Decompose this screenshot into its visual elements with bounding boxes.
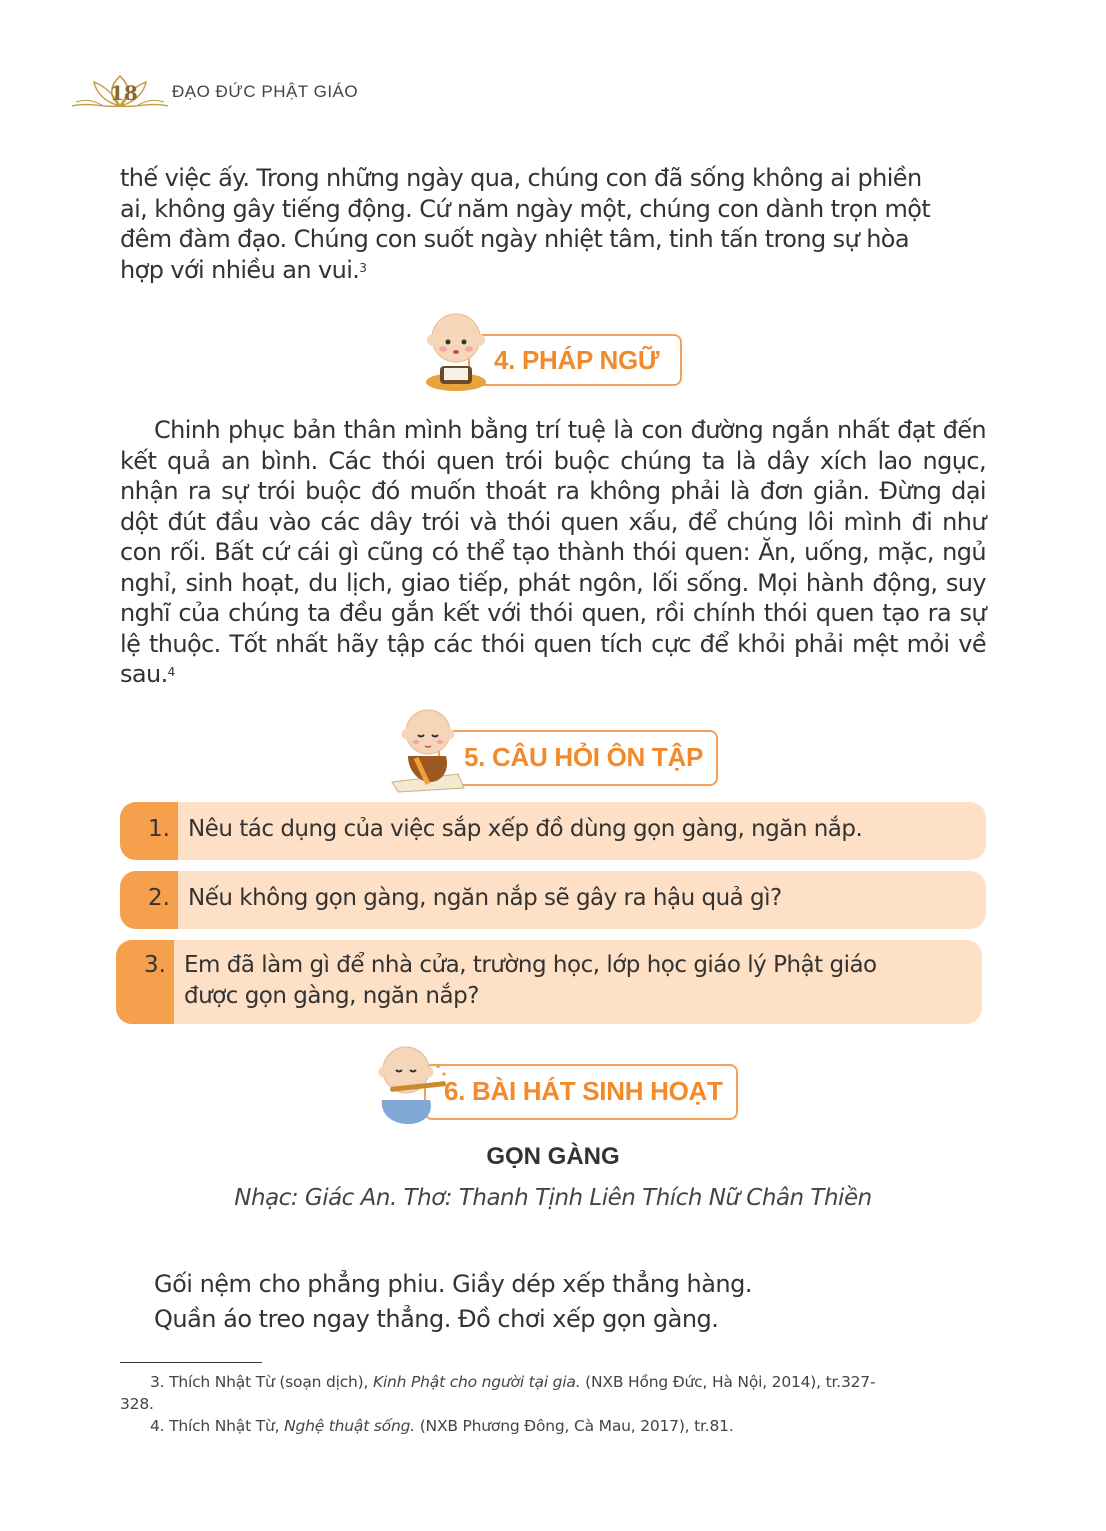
footnote-3 xyxy=(120,1371,990,1415)
section-4-title: 4. PHÁP NGỮ xyxy=(494,345,660,375)
intro-line: ai, không gây tiếng động. Cứ năm ngày một, chúng con dành trọn một xyxy=(120,194,931,223)
footnote-4-suffix: (NXB Phương Đông, Cà Mau, 2017), tr.81. xyxy=(414,1417,734,1435)
question-number: 3. xyxy=(144,952,166,978)
question-text xyxy=(184,950,972,1012)
section-4-header xyxy=(418,308,683,378)
footnote-ref-3: 3 xyxy=(359,260,367,275)
lyric-line: Gối nệm cho phẳng phiu. Giầy dép xếp thẳng hàng. xyxy=(154,1270,752,1298)
footnote-4-prefix: 4. Thích Nhật Từ, xyxy=(150,1417,285,1435)
intro-line: đêm đàm đạo. Chúng con suốt ngày nhiệt tâm, tinh tấn trong sự hòa xyxy=(120,225,910,253)
question-item xyxy=(116,940,982,1024)
section-6-header xyxy=(368,1040,738,1110)
section-6-title: 6. BÀI HÁT SINH HOẠT xyxy=(444,1076,723,1106)
footnote-3-line xyxy=(120,1371,990,1393)
footnote-3-suffix: (NXB Hồng Đức, Hà Nội, 2014), tr.327- xyxy=(580,1373,876,1391)
footnote-4-title: Nghệ thuật sống. xyxy=(284,1417,415,1435)
question-number: 2. xyxy=(148,885,170,911)
song-title: GỌN GÀNG xyxy=(486,1143,620,1170)
footnote-ref-4: 4 xyxy=(167,665,175,679)
footnote-4 xyxy=(120,1415,990,1437)
section-5-header xyxy=(388,704,718,774)
question-text-line: Em đã làm gì để nhà cửa, trường học, lớp học giáo lý Phật giáo xyxy=(184,952,877,978)
intro-line xyxy=(120,255,986,286)
footnote-3-title: Kinh Phật cho người tại gia. xyxy=(372,1373,581,1391)
book-title: ĐẠO ĐỨC PHẬT GIÁO xyxy=(172,82,359,101)
section-4-body: Chinh phục bản thân mình bằng trí tuệ là con đường ngắn nhất đạt đến kết quả an bình. Các thói quen trói buộc chúng ta là dây xích lao ngục, nhận ra sự trói buộc đó muốn thoát ra không phải là đơn giản. Đừng dại dột đút đầu vào các dây trói và thói quen xấu, để chúng lôi mình đi như con rối. Bất cứ cái gì cũng có thể tạo thành thói quen: Ăn, uống, mặc, ngủ nghỉ, sinh hoạt, du lịch, giao tiếp, phát ngôn, lối sống. Mọi hành động, suy nghĩ của chúng ta đều gắn kết với thói quen, rồi chính thói quen tạo ra sự lệ thuộc. Tốt nhất hãy tập các thói quen tích cực để khỏi phải mệt mỏi về sau. xyxy=(120,416,986,688)
lyric-line: Quần áo treo ngay thẳng. Đồ chơi xếp gọn gàng. xyxy=(154,1305,719,1333)
question-item xyxy=(120,871,986,929)
song-credit: Nhạc: Giác An. Thơ: Thanh Tịnh Liên Thích Nữ Chân Thiền xyxy=(234,1185,872,1211)
footnote-divider xyxy=(120,1362,262,1363)
page-number: 18 xyxy=(110,81,138,105)
question-text: Nêu tác dụng của việc sắp xếp đồ dùng gọn gàng, ngăn nắp. xyxy=(188,816,863,842)
intro-line-text: hợp với nhiều an vui. xyxy=(120,255,360,284)
intro-paragraph xyxy=(120,163,986,285)
footnote-4-line xyxy=(120,1415,990,1437)
section-4-text xyxy=(120,415,986,690)
footnote-3-continued: 328. xyxy=(120,1395,154,1413)
monk-reading-icon xyxy=(418,308,494,392)
monk-flute-icon xyxy=(368,1040,450,1126)
section-5-title: 5. CÂU HỎI ÔN TẬP xyxy=(464,742,704,772)
question-item xyxy=(120,802,986,860)
intro-line: thế việc ấy. Trong những ngày qua, chúng con đã sống không ai phiền xyxy=(120,164,922,192)
question-text: Nếu không gọn gàng, ngăn nắp sẽ gây ra hậu quả gì? xyxy=(188,885,782,911)
question-number: 1. xyxy=(148,816,170,842)
question-text-line: được gọn gàng, ngăn nắp? xyxy=(184,983,479,1009)
footnote-3-prefix: 3. Thích Nhật Từ (soạn dịch), xyxy=(150,1373,373,1391)
monk-writing-icon xyxy=(388,704,468,794)
page-header xyxy=(70,72,390,112)
